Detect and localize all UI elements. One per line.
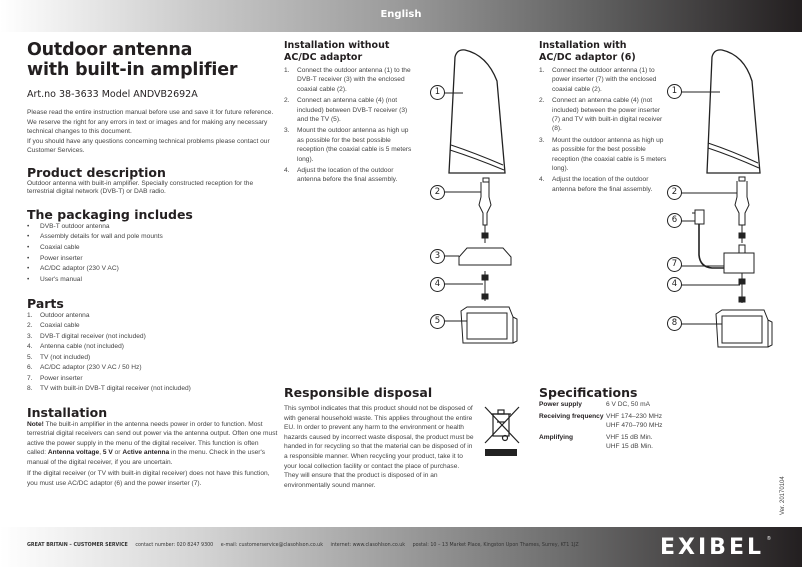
postal-address: postal: 10 – 13 Market Place, Kingston Upon Thames, Surrey, KT1 1JZ [412, 543, 579, 548]
parts-list [27, 311, 279, 395]
callout-2: 2 [430, 185, 445, 200]
callout-4: 4 [430, 277, 445, 292]
footer-bar [0, 527, 802, 567]
list-item: • DVB-T outdoor antenna [27, 222, 279, 233]
packaging-heading: The packaging includes [27, 206, 193, 222]
article-number: Art.no 38-3633 Model ANDVB2692A [27, 89, 198, 100]
step-item: 3. Mount the outdoor antenna as high up as possible for the best possible reception (the coaxial cable is 5 meters long). [284, 127, 412, 163]
registered-mark: ® [767, 536, 771, 542]
list-item: • Assembly details for wall and pole mounts [27, 232, 279, 243]
with-adaptor-heading: Installation with AC/DC adaptor (6) [539, 40, 636, 63]
packaging-list [27, 222, 279, 286]
disposal-text: This symbol indicates that this product should not be disposed of with general household waste. This applies throughout the entire EU. In order to prevent any harm to the environment or health hazards caused by incorrect waste disposal, the product must be handed in for recycling so that the material can be disposed of in a responsible manner. When recycling your product, take it to your local collection facility or contact the place of purchase. They will ensure that the product is disposed of in an environmentally sound manner. [284, 405, 474, 489]
list-item: 4. Antenna cable (not included) [27, 343, 124, 351]
title-line-2: with built-in amplifier [27, 60, 238, 80]
without-adaptor-steps [284, 66, 414, 185]
disposal-heading: Responsible disposal [284, 385, 433, 400]
step-item: 2. Connect an antenna cable (4) (not included) between DVB-T receiver (3) and the TV (5). [284, 97, 408, 124]
step-item: 1. Connect the outdoor antenna (1) to power inserter (7) with the enclosed coaxial cable (2). [539, 67, 657, 93]
language-header-bar [0, 0, 802, 32]
installation-without-adaptor [284, 40, 414, 187]
list-item: 3. DVB-T digital receiver (not included) [27, 332, 146, 340]
installation-adaptor-note: If the digital receiver (or TV with built-in digital receiver) does not have this function, you must use AC/DC adaptor (6) and the power inserter (7). [27, 470, 270, 487]
customer-service-info [27, 543, 585, 548]
exibel-logo: EXIBEL [660, 535, 764, 560]
callout-7: 7 [667, 257, 682, 272]
callout-6: 6 [667, 213, 682, 228]
specifications-heading: Specifications [539, 385, 638, 400]
spec-row-amplifying: Amplifying VHF 15 dB Min. UHF 15 dB Min. [539, 433, 653, 450]
title-line-1: Outdoor antenna [27, 40, 193, 60]
step-item: 4. Adjust the location of the outdoor antenna before the final assembly. [539, 176, 653, 193]
list-item: • Coaxial cable [27, 243, 279, 254]
step-item: 3. Mount the outdoor antenna as high up as possible for the best possible reception (the coaxial cable is 5 meters long). [539, 136, 667, 173]
region-label: GREAT BRITAIN – CUSTOMER SERVICE [27, 543, 128, 548]
email-link[interactable]: e-mail: customerservice@clasohlson.co.uk [220, 543, 323, 548]
intro-contact-paragraph: If you should have any questions concerning technical problems please contact our Customer Services. [27, 137, 270, 154]
installation-with-adaptor [539, 40, 669, 196]
callout-1: 1 [667, 84, 682, 99]
step-item: 4. Adjust the location of the outdoor antenna before the final assembly. [284, 167, 398, 184]
weee-crossed-bin-icon [483, 405, 521, 460]
list-item: 2. Coaxial cable [27, 322, 80, 330]
list-item: 5. TV (not included) [27, 353, 91, 361]
diagram-without-adaptor [425, 45, 535, 345]
version-label: Ver. 20170104 [780, 476, 786, 515]
callout-5: 5 [430, 314, 445, 329]
list-item: 6. AC/DC adaptor (230 V AC / 50 Hz) [27, 364, 142, 372]
diagram-with-adaptor [662, 45, 777, 350]
step-item: 1. Connect the outdoor antenna (1) to the DVB-T receiver (3) with the enclosed coaxial cable (2). [284, 67, 411, 93]
parts-heading: Parts [27, 295, 64, 311]
language-label: English [380, 9, 422, 20]
spec-row-power-supply: Power supply 6 V DC, 50 mA [539, 401, 650, 408]
list-item: 1. Outdoor antenna [27, 311, 90, 319]
callout-2: 2 [667, 185, 682, 200]
installation-note: Note! The built-in amplifier in the antenna needs power in order to function. Most terrestrial digital receivers can send out power via the antenna output. Often one must active the power supply in the menu of the digital receiver. This function is often called: Antenna voltage, 5 V or Active antenna in the menu. Check in the user's manual of the digital receiver, if you are uncertain. [27, 420, 278, 466]
list-item: 7. Power inserter [27, 374, 83, 382]
callout-8: 8 [667, 316, 682, 331]
callout-3: 3 [430, 249, 445, 264]
list-item: • AC/DC adaptor (230 V AC) [27, 264, 279, 275]
contact-number: contact number: 020 8247 9300 [135, 543, 214, 548]
step-item: 2. Connect an antenna cable (4) (not included) between the power inserter (7) and TV with built-in digital receiver (8). [539, 97, 663, 133]
with-adaptor-steps [539, 66, 669, 194]
page-title [27, 40, 279, 80]
website-link[interactable]: internet: www.clasohlson.co.uk [330, 543, 406, 548]
without-adaptor-heading: Installation without AC/DC adaptor [284, 40, 390, 63]
product-description-heading: Product description [27, 164, 166, 180]
list-item: • Power inserter [27, 254, 279, 265]
left-column [27, 40, 279, 488]
installation-heading: Installation [27, 404, 108, 420]
intro-paragraph: Please read the entire instruction manual before use and save it for future reference. We reserve the right for any errors in text or images and for making any necessary technical changes to this document. [27, 109, 274, 135]
list-item: • User's manual [27, 275, 279, 286]
spec-row-receiving-frequency: Receiving frequency VHF 174–230 MHz UHF 470–790 MHz [539, 412, 663, 429]
product-description-text: Outdoor antenna with built-in amplifier. Specially constructed reception for the terrestrial digital network (DVB-T) or DAB radio. [27, 179, 254, 195]
list-item: 8. TV with built-in DVB-T digital receiver (not included) [27, 385, 191, 393]
callout-4: 4 [667, 277, 682, 292]
callout-1: 1 [430, 85, 445, 100]
specifications-section [539, 385, 759, 454]
